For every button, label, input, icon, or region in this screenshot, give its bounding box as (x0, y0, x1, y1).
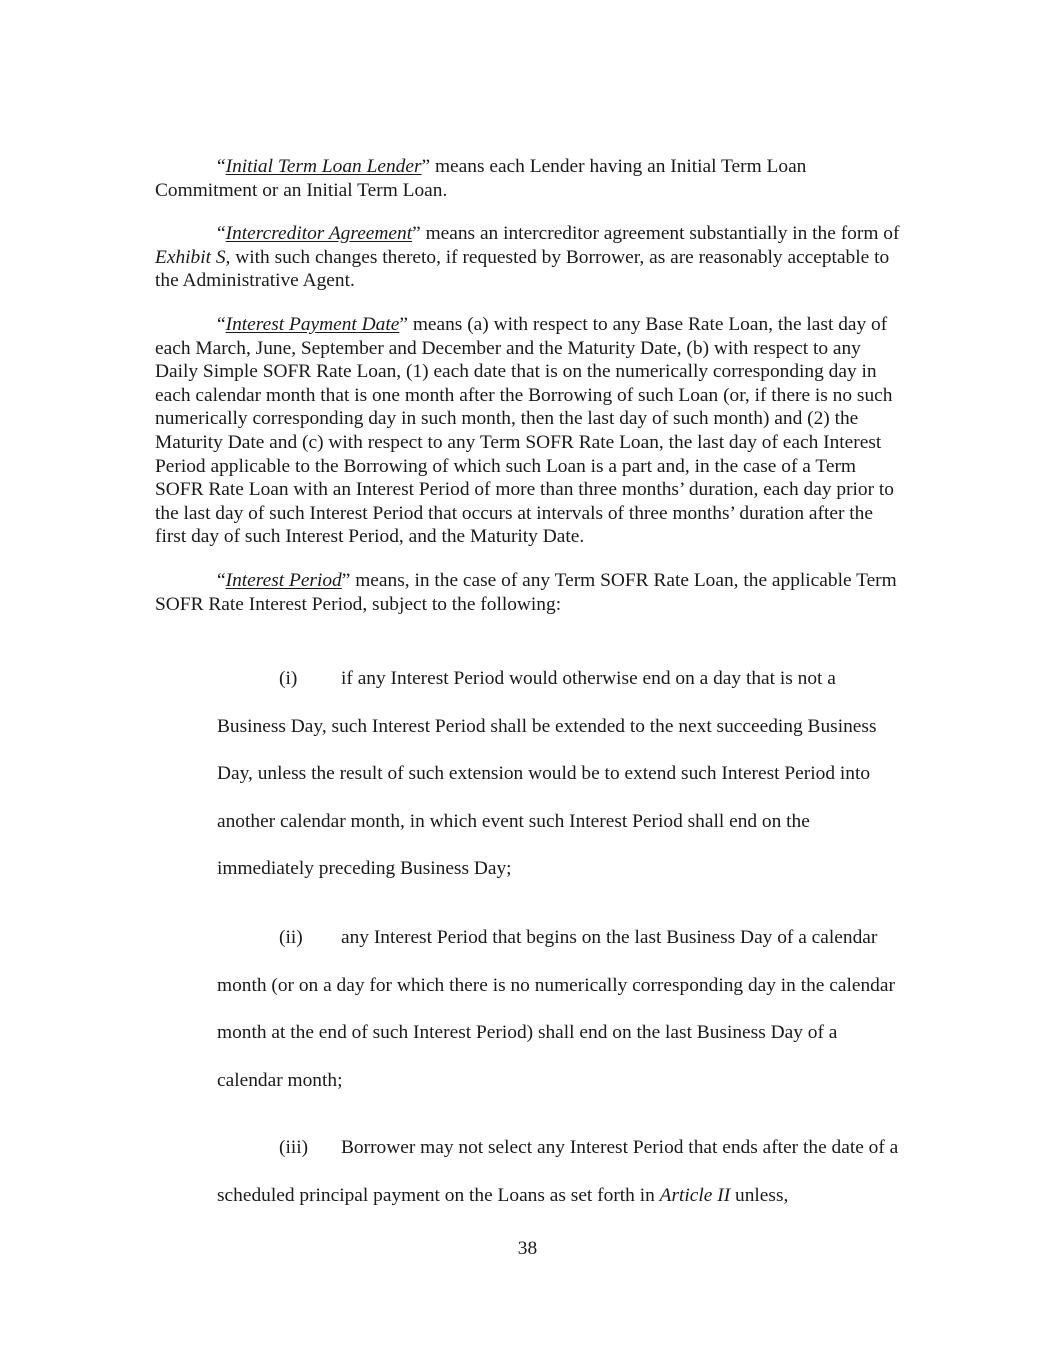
definition-text: means each Lender having an Initial Term Loan Commitment or an Initial Term Loan. (155, 156, 807, 201)
list-item-ii (217, 914, 907, 1104)
close-quote: ” (421, 156, 431, 177)
open-quote: “ (217, 223, 226, 245)
close-quote: ” (341, 569, 351, 591)
close-quote: ” (399, 313, 408, 335)
list-item-paragraph (217, 914, 907, 1104)
definition-intercreditor-agreement (155, 222, 905, 293)
list-item-paragraph (217, 1124, 907, 1219)
definition-text: means, in the case of any Term SOFR Rate Loan, the applicable Term SOFR Rate Interest Period, subject to the following: (155, 569, 897, 615)
definition-interest-period (155, 569, 905, 616)
list-item-text: Borrower may not select any Interest Period that ends after the date of a scheduled principal payment on the Loans as set forth in (217, 1137, 899, 1206)
list-number: (i) (279, 668, 298, 689)
list-item-paragraph (217, 655, 907, 893)
open-quote: “ (217, 313, 226, 335)
list-number: (iii) (279, 1137, 309, 1158)
open-quote: “ (217, 156, 226, 177)
close-quote: ” (412, 223, 421, 245)
list-item-text-continued: unless, (730, 1184, 789, 1206)
list-item-text: if any Interest Period would otherwise end on a day that is not a Business Day, such Interest Period shall be extended to the next succeeding Business Day, unless the result of such extension would be to extend such Interest Period into another calendar month, in which event such Interest Period shall end on the immediately preceding Business Day; (217, 668, 877, 879)
definition-initial-term-loan-lender (155, 155, 905, 202)
article-reference: Article II (659, 1184, 731, 1206)
defined-term: Interest Payment Date (225, 313, 400, 335)
definition-text: means an intercreditor agreement substantially in the form of (420, 223, 900, 245)
definition-text-continued: , with such changes thereto, if requested by Borrower, as are reasonably acceptable to the Administrative Agent. (155, 246, 890, 292)
defined-term: Interest Period (225, 569, 342, 591)
page-number: 38 (517, 1238, 538, 1259)
document-body (155, 155, 905, 636)
list-number: (ii) (279, 927, 303, 948)
defined-term: Initial Term Loan Lender (225, 156, 422, 177)
list-item-text: any Interest Period that begins on the last Business Day of a calendar month (or on a day for which there is no numerically corresponding day in the calendar month at the end of such Interest Period) shall end on the last Business Day of a calendar month; (217, 927, 895, 1091)
list-item-iii (217, 1124, 907, 1219)
list-item-i (217, 655, 907, 893)
definition-text: means (a) with respect to any Base Rate Loan, the last day of each March, June, September and December and the Maturity Date, (b) with respect to any Daily Simple SOFR Rate Loan, (1) each date that is on the numerically corresponding day in each calendar month that is one month after the Borrowing of such Loan (or, if there is no such numerically corresponding day in such month, then the last day of such month) and (2) the Maturity Date and (c) with respect to any Term SOFR Rate Loan, the last day of each Interest Period applicable to the Borrowing of which such Loan is a part and, in the case of a Term SOFR Rate Loan with an Interest Period of more than three months’ duration, each day prior to the last day of such Interest Period that occurs at intervals of three months’ duration after the first day of such Interest Period, and the Maturity Date. (155, 313, 894, 548)
definition-interest-payment-date (155, 313, 905, 549)
open-quote: “ (217, 569, 226, 591)
exhibit-reference: Exhibit S (155, 246, 226, 268)
defined-term: Intercreditor Agreement (225, 223, 413, 245)
